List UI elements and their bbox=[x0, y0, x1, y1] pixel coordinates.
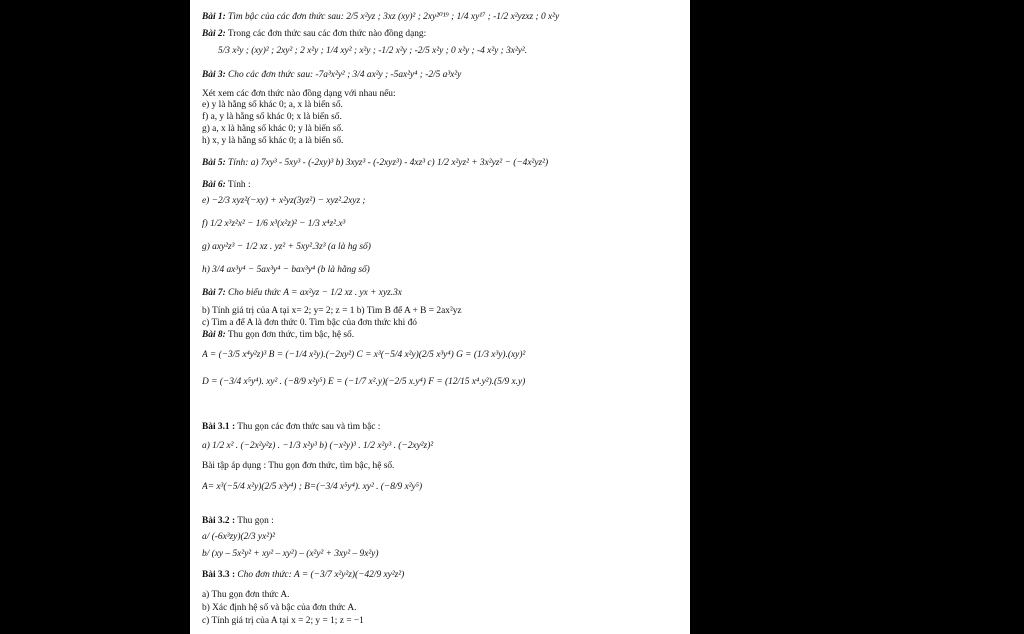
document-page bbox=[190, 0, 690, 634]
exercise-7-c: c) Tìm a để A là đơn thức 0. Tìm bậc của đơn thức khi đó bbox=[202, 318, 417, 328]
exercise-3-case-g: g) a, x là hằng số khác 0; y là biến số. bbox=[202, 124, 344, 134]
exercise-7-b: b) Tính giá trị của A tại x= 2; y= 2; z = 1 b) Tìm B để A + B = 2ax²yz bbox=[202, 306, 462, 316]
exercise-3-case-h: h) x, y là hằng số khác 0; a là biến số. bbox=[202, 136, 344, 146]
exercise-6-line: Bài 6: Tính : bbox=[202, 180, 251, 190]
exercise-3-1-items: a) 1/2 x² . (−2x²y²z) . −1/3 x²y³ b) (−x²y)³ . 1/2 x²y³ . (−2xy²z)² bbox=[202, 441, 434, 451]
exercise-3-3-line: Bài 3.3 : Cho đơn thức: A = (−3/7 x²y²z)(−42/9 xy²z²) bbox=[202, 570, 405, 580]
exercise-6-g: g) axy²z³ − 1/2 xz . yz² + 5xy².3z³ (a là hg số) bbox=[202, 242, 371, 252]
exercise-3-2-a: a/ (-6x³zy)(2/3 yx²)² bbox=[202, 532, 275, 542]
exercise-3-3-a: a) Thu gọn đơn thức A. bbox=[202, 590, 290, 600]
exercise-3-3-c: c) Tính giá trị của A tại x = 2; y = 1; z = −1 bbox=[202, 616, 364, 626]
exercise-3-case-e: e) y là hằng số khác 0; a, x là biến số. bbox=[202, 100, 343, 110]
exercise-8-line: Bài 8: Thu gọn đơn thức, tìm bậc, hệ số. bbox=[202, 330, 355, 340]
exercise-2-line: Bài 2: Trong các đơn thức sau các đơn thức nào đồng dạng: bbox=[202, 29, 427, 39]
exercise-6-f: f) 1/2 x³z²x² − 1/6 x³(x²z)² − 1/3 x⁴z².x³ bbox=[202, 219, 346, 229]
exercise-6-e: e) −2/3 xyz²(−xy) + x²yz(3yz²) − xyz².2xyz ; bbox=[202, 196, 366, 206]
exercise-3-prompt: Xét xem các đơn thức nào đồng dạng với nhau nếu: bbox=[202, 89, 396, 99]
exercise-5-line: Bài 5: Tính: a) 7xy³ - 5xy³ - (-2xy)³ b) 3xyz³ - (-2xyz³) - 4xz³ c) 1/2 x²yz² + 3x²yz² − (−4x²yz²) bbox=[202, 158, 549, 168]
exercise-3-line: Bài 3: Cho các đơn thức sau: -7a³x²y² ; 3/4 ax²y ; -5ax²y⁴ ; -2/5 a³x²y bbox=[202, 70, 462, 80]
exercise-8-row-1: A = (−3/5 x⁴y²z)³ B = (−1/4 x²y).(−2xy²) C = x³(−5/4 x²y)(2/5 x³y⁴) G = (1/3 x³y).(xy)² bbox=[202, 350, 526, 360]
exercise-3-case-f: f) a, y là hằng số khác 0; x là biến số. bbox=[202, 112, 342, 122]
exercise-8-row-2: D = (−3/4 x⁵y⁴). xy² . (−8/9 x²y⁵) E = (−1/7 x².y)(−2/5 x.y⁴) F = (12/15 x⁴.y²).(5/9 x.y) bbox=[202, 377, 526, 387]
exercise-7-line: Bài 7: Cho biểu thức A = ax²yz − 1/2 xz . yx + xyz.3x bbox=[202, 288, 402, 298]
exercise-1-line: Bài 1: Tìm bậc của các đơn thức sau: 2/5 x²yz ; 3xz (xy)² ; 2xy²⁰¹⁹ ; 1/4 xy¹⁷ ; -1/2 x²yzxz ; 0 x²y bbox=[202, 12, 560, 22]
exercise-6-h: h) 3/4 ax³y⁴ − 5ax³y⁴ − bax³y⁴ (b là hằng số) bbox=[202, 265, 370, 275]
practice-heading: Bài tập áp dụng : Thu gọn đơn thức, tìm bậc, hệ số. bbox=[202, 461, 395, 471]
exercise-3-3-b: b) Xác định hệ số và bậc của đơn thức A. bbox=[202, 603, 357, 613]
exercise-3-2-b: b/ (xy – 5x²y² + xy² – xy²) – (x²y² + 3xy² – 9x²y) bbox=[202, 549, 379, 559]
exercise-3-1-line: Bài 3.1 : Thu gọn các đơn thức sau và tìm bậc : bbox=[202, 422, 381, 432]
exercise-3-2-line: Bài 3.2 : Thu gọn : bbox=[202, 516, 274, 526]
exercise-2-terms: 5/3 x²y ; (xy)² ; 2xy² ; 2 x²y ; 1/4 xy² ; x²y ; -1/2 x²y ; -2/5 x²y ; 0 x²y ; -4 x²y ; 3x²y². bbox=[218, 46, 528, 56]
practice-items: A= x³(−5/4 x²y)(2/5 x³y⁴) ; B=(−3/4 x⁵y⁴). xy² . (−8/9 x²y⁵) bbox=[202, 482, 423, 492]
